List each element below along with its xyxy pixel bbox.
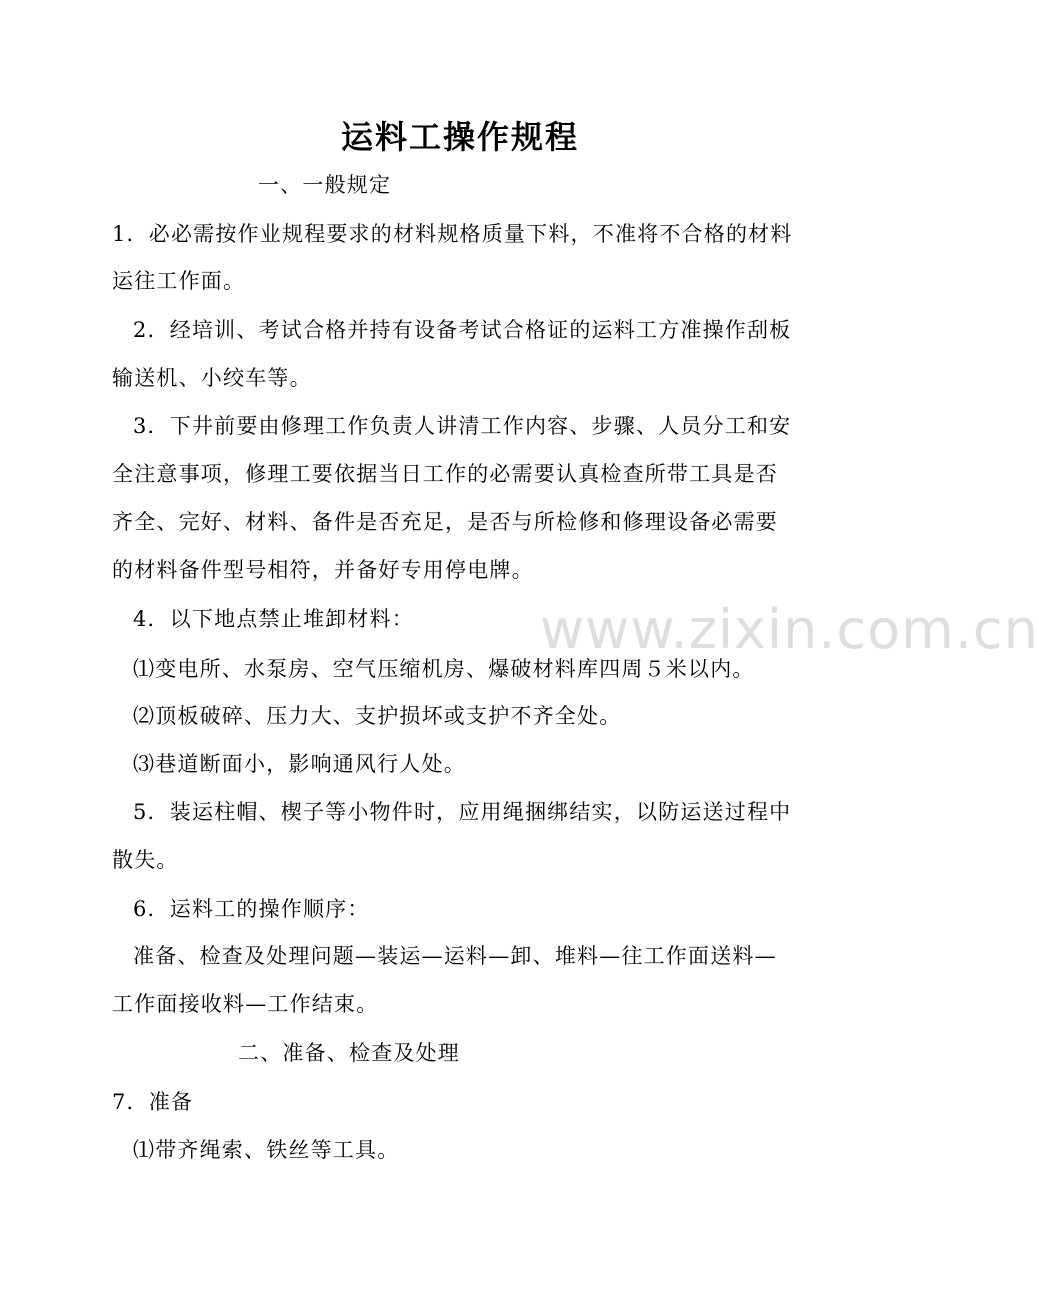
paragraph-item-2-line-1: 2．经培训、考试合格并持有设备考试合格证的运料工方准操作刮板 <box>133 318 792 342</box>
paragraph-item-6-line-3: 工作面接收料—工作结束。 <box>112 992 379 1016</box>
watermark-text: www.zixin.com.cn <box>540 598 1039 661</box>
document-title: 运料工操作规程 <box>340 118 579 156</box>
paragraph-item-3-line-2: 全注意事项，修理工要依据当日工作的必需要认真检查所带工具是否 <box>112 462 778 486</box>
paragraph-item-7-sub-1: ⑴带齐绳索、铁丝等工具。 <box>133 1138 400 1162</box>
paragraph-item-2-line-2: 输送机、小绞车等。 <box>112 366 312 390</box>
paragraph-item-6-line-1: 6．运料工的操作顺序： <box>133 897 370 921</box>
paragraph-item-7-line-1: 7．准备 <box>112 1090 194 1114</box>
section-heading-preparation: 二、准备、检查及处理 <box>238 1041 460 1065</box>
paragraph-item-4-line-1: 4．以下地点禁止堆卸材料： <box>133 607 414 631</box>
section-heading-general: 一、一般规定 <box>258 173 392 197</box>
paragraph-item-3-line-3: 齐全、完好、材料、备件是否充足，是否与所检修和修理设备必需要 <box>112 510 778 534</box>
paragraph-item-6-line-2: 准备、检查及处理问题—装运—运料—卸、堆料—往工作面送料— <box>133 944 777 968</box>
paragraph-item-4-sub-2: ⑵顶板破碎、压力大、支护损坏或支护不齐全处。 <box>133 704 622 728</box>
paragraph-item-3-line-1: 3．下井前要由修理工作负责人讲清工作内容、步骤、人员分工和安 <box>133 414 792 438</box>
paragraph-item-1-line-2: 运往工作面。 <box>112 269 246 293</box>
paragraph-item-5-line-1: 5．装运柱帽、楔子等小物件时，应用绳捆绑结实，以防运送过程中 <box>133 800 792 824</box>
paragraph-item-4-sub-3: ⑶巷道断面小，影响通风行人处。 <box>133 752 466 776</box>
paragraph-item-3-line-4: 的材料备件型号相符，并备好专用停电牌。 <box>112 558 534 582</box>
paragraph-item-1-line-1: 1．必必需按作业规程要求的材料规格质量下料，不准将不合格的材料 <box>112 222 793 246</box>
paragraph-item-5-line-2: 散失。 <box>112 848 179 872</box>
paragraph-item-4-sub-1: ⑴变电所、水泵房、空气压缩机房、爆破材料库四周５米以内。 <box>133 657 755 681</box>
